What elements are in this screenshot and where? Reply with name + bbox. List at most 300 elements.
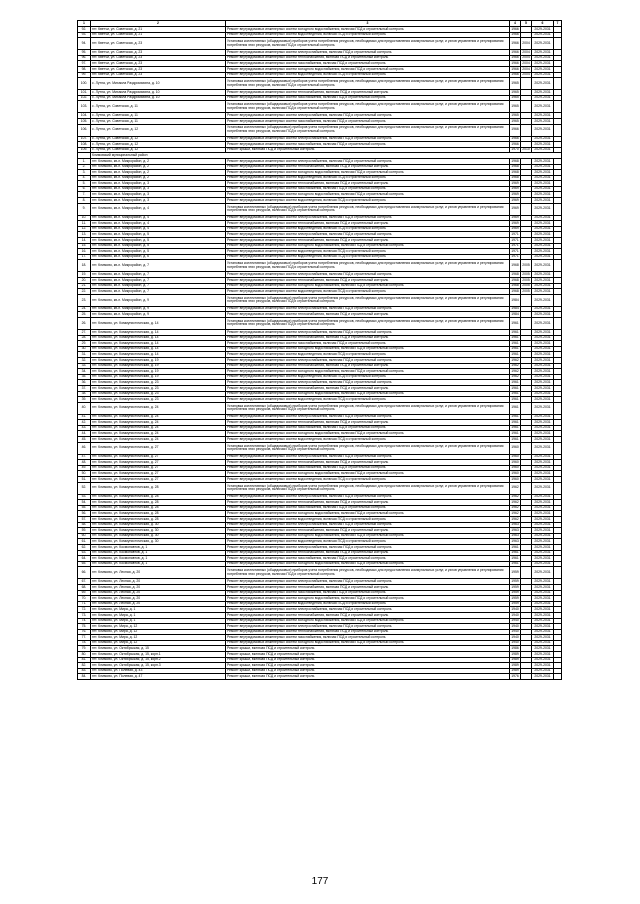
work-type-cell: Ремонт внутридомовых инженерных систем теплоснабжения, включая ПСД и строительный контроль bbox=[226, 221, 510, 227]
year-built-cell: 1959 bbox=[511, 578, 519, 583]
plan-period-cell: 2029-2031 bbox=[532, 203, 554, 215]
year-built-cell: 1959 bbox=[511, 590, 519, 595]
plan-period-cell: 2029-2031 bbox=[532, 78, 554, 90]
row-number-cell: 55. bbox=[78, 505, 91, 511]
work-type-cell: Ремонт внутридомовых инженерных систем холодного водоснабжения, включая ПСД и строительный контроль bbox=[226, 391, 510, 397]
row-number-cell: 32. bbox=[78, 357, 91, 363]
extra-cell bbox=[554, 402, 562, 414]
plan-period-cell: 2029-2031 bbox=[532, 601, 554, 607]
row-number-cell: 104. bbox=[78, 113, 91, 119]
work-type-cell: Ремонт внутридомовых инженерных систем холодного водоснабжения, включая ПСД и строительный контроль bbox=[226, 346, 510, 352]
year-overhaul-cell: 2004 bbox=[522, 55, 530, 60]
plan-period-cell: 2029-2031 bbox=[532, 517, 554, 523]
year-built-cell: 1969 bbox=[511, 180, 519, 185]
address-cell: пгт. Климово, ул. Мира, д. 12 bbox=[91, 635, 226, 641]
work-type-cell: Ремонт внутридомовых инженерных систем холодного водоснабжения, включая ПСД и строительный контроль bbox=[226, 170, 510, 176]
address-cell: пгт. Климово, кв-л. Микрорайон, д. 7 bbox=[91, 260, 226, 272]
address-cell: пгт. Климово, ул. Мира, д. 1 bbox=[91, 607, 226, 613]
plan-period-cell: 2029-2031 bbox=[532, 50, 554, 56]
address-cell: пгт. Климово, кв-л. Микрорайон, д. 4 bbox=[91, 226, 226, 232]
row-number-cell: 47. bbox=[78, 454, 91, 460]
row-number-cell: 25. bbox=[78, 312, 91, 318]
year-overhaul-cell: 2010 bbox=[522, 147, 530, 152]
year-built-cell: 1961 bbox=[510, 317, 521, 329]
work-type-cell: Ремонт внутридомовых инженерных систем электроснабжения, включая ПСД и строительный контроль bbox=[226, 272, 510, 278]
address-cell: пгт. Климово, ул. Коммунистическая, д. 24 bbox=[91, 431, 226, 437]
plan-period-cell: 2029-2031 bbox=[532, 442, 554, 454]
plan-period-cell: 2029-2031 bbox=[532, 471, 554, 477]
year-built-cell: 1966 bbox=[510, 38, 521, 50]
plan-period-cell: 2029-2031 bbox=[532, 385, 554, 391]
address-cell: пгт. Климово, ул. Лесная, д. 20 bbox=[91, 579, 226, 585]
work-type-cell: Ремонт внутридомовых инженерных систем электроснабжения, включая ПСД и строительный контроль bbox=[226, 50, 510, 56]
row-number-cell: 98. bbox=[78, 66, 91, 72]
year-built-cell: 1966 bbox=[510, 124, 521, 136]
address-cell: пгт. Климово, ул. Коммунистическая, д. 27 bbox=[91, 442, 226, 454]
plan-period-cell: 2029-2031 bbox=[532, 652, 554, 658]
work-type-cell: Установка коллективных (общедомовых) приборов учета потребления ресурсов, необходимых для предоставления коммунальных услуг, и узлов управления и регулирования потребления этих ресурсов, включая ПСД и строительный контроль bbox=[226, 402, 510, 414]
address-cell: пгт. Климово, ул. Коммунистическая, д. 30 bbox=[91, 539, 226, 545]
address-cell: пгт. Климово, ул. Коммунистическая, д. 23 bbox=[91, 385, 226, 391]
year-built-cell: 1966 bbox=[511, 60, 519, 65]
table-body bbox=[78, 27, 562, 680]
work-type-cell: Ремонт внутридомовых инженерных систем водоотведения, включая ПСД и строительный контроль bbox=[226, 517, 510, 523]
work-type-cell: Ремонт внутридомовых инженерных систем теплоснабжения, включая ПСД и строительный контроль bbox=[226, 500, 510, 506]
row-number-cell: 27. bbox=[78, 329, 91, 335]
year-built-cell: 1971 bbox=[511, 243, 519, 248]
row-number-cell: 38. bbox=[78, 391, 91, 397]
address-cell: пгт. Климово, кв-л. Микрорайон, д. 3 bbox=[91, 192, 226, 198]
header-cell: 7 bbox=[554, 21, 562, 27]
year-built-cell: 1965 bbox=[511, 95, 519, 100]
work-type-cell: Ремонт внутридомовых инженерных систем теплоснабжения, включая ПСД и строительный контроль bbox=[226, 629, 510, 635]
work-type-cell: Ремонт внутридомовых инженерных систем газоснабжения, включая ПСД и строительный контроль bbox=[226, 186, 510, 192]
address-cell: пгт. Климово, кв-л. Микрорайон, д. 3 bbox=[91, 186, 226, 192]
extra-cell bbox=[554, 482, 562, 494]
year-built-cell: 1962 bbox=[511, 511, 519, 515]
work-type-cell: Ремонт внутридомовых инженерных систем электроснабжения, включая ПСД и строительный контроль bbox=[226, 522, 510, 528]
address-cell: пгт. Климово, кв-л. Микрорайон, д. 4 bbox=[91, 221, 226, 227]
year-built-cell: 1968 bbox=[510, 260, 521, 272]
row-number-cell: 103. bbox=[78, 101, 91, 113]
year-built-cell: 1965 bbox=[510, 101, 521, 113]
address-cell: пгт. Климово, ул. Коммунистическая, д. 23 bbox=[91, 391, 226, 397]
plan-period-cell: 2029-2031 bbox=[532, 289, 554, 295]
row-number-cell: 54. bbox=[78, 500, 91, 506]
address-cell: пгт. Климово, кв-л. Микрорайон, д. 2 bbox=[91, 164, 226, 170]
work-type-cell: Ремонт внутридомовых инженерных систем теплоснабжения, включая ПСД и строительный контроль bbox=[226, 90, 510, 96]
address-cell: пгт. Кветчи, ул. Советская, д. 21 bbox=[91, 32, 226, 38]
plan-period-cell: 2029-2031 bbox=[532, 142, 554, 148]
plan-period-cell: 2029-2031 bbox=[532, 61, 554, 67]
work-type-cell: Установка коллективных (общедомовых) приборов учета потребления ресурсов, необходимых для предоставления коммунальных услуг, и узлов управления и регулирования потребления этих ресурсов, включая ПСД и строительный контроль bbox=[226, 294, 510, 306]
address-cell: пгт. Кветчи, ул. Советская, д. 23 bbox=[91, 66, 226, 72]
work-type-cell: Ремонт внутридомовых инженерных систем холодного водоснабжения, включая ПСД и строительный контроль bbox=[226, 431, 510, 437]
year-built-cell: 1961 bbox=[511, 346, 519, 351]
row-number-cell: 18. bbox=[78, 260, 91, 272]
plan-period-cell: 2029-2031 bbox=[532, 294, 554, 306]
row-number-cell: 44. bbox=[78, 431, 91, 437]
year-built-cell: 1969 bbox=[511, 226, 519, 231]
work-type-cell: Ремонт внутридомовых инженерных систем холодного водоснабжения, включая ПСД и строительный контроль bbox=[226, 369, 510, 375]
year-overhaul-cell: 2004 bbox=[521, 38, 532, 50]
row-number-cell: 93. bbox=[78, 32, 91, 38]
plan-period-cell: 2029-2031 bbox=[532, 221, 554, 227]
extra-cell bbox=[554, 567, 562, 579]
row-number-cell: 61. bbox=[78, 539, 91, 545]
row-number-cell: 23. bbox=[78, 294, 91, 306]
year-built-cell: 1969 bbox=[511, 215, 519, 220]
address-cell: пгт. Климово, ул. Коммунистическая, д. 27 bbox=[91, 460, 226, 466]
header-cell: 6 bbox=[532, 21, 554, 27]
row-number-cell: 35. bbox=[78, 374, 91, 380]
year-built-cell: 1962 bbox=[511, 368, 519, 373]
work-type-cell: Ремонт внутридомовых инженерных систем электроснабжения, включая ПСД и строительный контроль bbox=[226, 113, 510, 119]
row-number-cell: 8. bbox=[78, 198, 91, 204]
year-built-cell: 1940 bbox=[511, 618, 519, 623]
year-built-cell: 1940 bbox=[511, 640, 519, 645]
year-built-cell: 1966 bbox=[511, 32, 519, 37]
plan-period-cell: 2029-2031 bbox=[532, 646, 554, 652]
row-number-cell: 57. bbox=[78, 517, 91, 523]
plan-period-cell: 2029-2031 bbox=[532, 118, 554, 124]
plan-period-cell: 2029-2031 bbox=[532, 369, 554, 375]
year-built-cell: 1961 bbox=[511, 555, 519, 560]
address-cell: пгт. Климово, ул. Полевая, д. 47 bbox=[91, 674, 226, 680]
plan-period-cell: 2029-2031 bbox=[532, 226, 554, 232]
row-number-cell: 42. bbox=[78, 420, 91, 426]
address-cell: пгт. Кветчи, ул. Советская, д. 23 bbox=[91, 72, 226, 78]
work-type-cell: Установка коллективных (общедомовых) приборов учета потребления ресурсов, необходимых для предоставления коммунальных услуг, и узлов управления и регулирования потребления этих ресурсов, включая ПСД и строительный контроль bbox=[226, 124, 510, 136]
row-number-cell: 45. bbox=[78, 437, 91, 443]
row-number-cell: 82. bbox=[78, 663, 91, 669]
extra-cell bbox=[554, 78, 562, 90]
work-type-cell: Ремонт внутридомовых инженерных систем газоснабжения, включая ПСД и строительный контроль bbox=[226, 425, 510, 431]
year-built-cell: 1989 bbox=[511, 657, 519, 662]
work-type-cell: Ремонт крыши, включая ПСД и строительный контроль bbox=[226, 657, 510, 663]
address-cell: пгт. Климово, кв-л. Микрорайон, д. 7 bbox=[91, 283, 226, 289]
work-type-cell: Ремонт внутридомовых инженерных систем теплоснабжения, включая ПСД и строительный контроль bbox=[226, 584, 510, 590]
work-type-cell: Ремонт внутридомовых инженерных систем холодного водоснабжения, включая ПСД и строительный контроль bbox=[226, 66, 510, 72]
row-number-cell: 21. bbox=[78, 283, 91, 289]
row-number-cell: 105. bbox=[78, 118, 91, 124]
row-number-cell: 7. bbox=[78, 192, 91, 198]
year-overhaul-cell bbox=[521, 203, 532, 215]
year-built-cell: 1971 bbox=[511, 232, 519, 237]
address-cell: пгт. Климово, ул. Коммунистическая, д. 28 bbox=[91, 500, 226, 506]
plan-period-cell: 2029-2031 bbox=[532, 579, 554, 585]
address-cell: пгт. Климово, ул. Мира, д. 1 bbox=[91, 618, 226, 624]
row-number-cell: 81. bbox=[78, 657, 91, 663]
work-type-cell: Ремонт внутридомовых инженерных систем водоотведения, включая ПСД и строительный контроль bbox=[226, 437, 510, 443]
row-number-cell: 50. bbox=[78, 471, 91, 477]
row-number-cell: 10. bbox=[78, 215, 91, 221]
plan-period-cell: 2029-2031 bbox=[532, 186, 554, 192]
year-built-cell: 1963 bbox=[511, 522, 519, 527]
work-type-cell: Ремонт внутридомовых инженерных систем холодного водоснабжения, включая ПСД и строительный контроль bbox=[226, 511, 510, 517]
address-cell: пгт. Климово, ул. Коммунистическая, д. 27 bbox=[91, 471, 226, 477]
year-built-cell: 1960 bbox=[511, 454, 519, 459]
address-cell: с. Лутна, ул. Советская, д. 11 bbox=[91, 113, 226, 119]
row-number-cell: 40. bbox=[78, 402, 91, 414]
plan-period-cell: 2029-2031 bbox=[532, 147, 554, 153]
year-built-cell: 1968 bbox=[511, 158, 519, 163]
work-type-cell: Ремонт крыши, включая ПСД и строительный контроль bbox=[226, 147, 510, 153]
address-cell: пгт. Климово, ул. Коммунистическая, д. 23 bbox=[91, 380, 226, 386]
row-number-cell: 99. bbox=[78, 72, 91, 78]
extra-cell bbox=[554, 260, 562, 272]
work-type-cell: Ремонт внутридомовых инженерных систем водоотведения, включая ПСД и строительный контроль bbox=[226, 477, 510, 483]
address-cell: пгт. Климово, кв-л. Микрорайон, д. 3 bbox=[91, 181, 226, 187]
address-cell: пгт. Кветчи, ул. Советская, д. 23 bbox=[91, 38, 226, 50]
year-overhaul-cell bbox=[521, 482, 532, 494]
year-built-cell: 1966 bbox=[511, 26, 519, 31]
header-cell: 3 bbox=[226, 21, 510, 27]
work-type-cell: Ремонт внутридомовых инженерных систем теплоснабжения, включая ПСД и строительный контроль bbox=[226, 363, 510, 369]
year-built-cell: 1984 bbox=[511, 311, 519, 316]
plan-period-cell: 2029-2031 bbox=[532, 113, 554, 119]
address-cell: пгт. Климово, ул. Коммунистическая, д. 28 bbox=[91, 517, 226, 523]
plan-period-cell: 2029-2031 bbox=[532, 181, 554, 187]
address-cell: с. Лутна, ул. Советская, д. 12 bbox=[91, 136, 226, 142]
year-built-cell: 1960 bbox=[510, 442, 521, 454]
plan-period-cell: 2029-2031 bbox=[532, 567, 554, 579]
row-number-cell: 95. bbox=[78, 50, 91, 56]
row-number-cell: 34. bbox=[78, 369, 91, 375]
year-built-cell: 1965 bbox=[511, 118, 519, 123]
work-type-cell: Ремонт внутридомовых инженерных систем газоснабжения, включая ПСД и строительный контроль bbox=[226, 118, 510, 124]
plan-period-cell: 2029-2031 bbox=[532, 618, 554, 624]
row-number-cell: 30. bbox=[78, 346, 91, 352]
plan-period-cell: 2029-2031 bbox=[532, 27, 554, 33]
row-number-cell: 26. bbox=[78, 317, 91, 329]
year-overhaul-cell bbox=[521, 294, 532, 306]
year-built-cell: 1940 bbox=[511, 629, 519, 634]
work-type-cell: Ремонт внутридомовых инженерных систем теплоснабжения, включая ПСД и строительный контроль bbox=[226, 55, 510, 61]
work-type-cell: Ремонт внутридомовых инженерных систем электроснабжения, включая ПСД и строительный контроль bbox=[226, 494, 510, 500]
work-type-cell: Установка коллективных (общедомовых) приборов учета потребления ресурсов, необходимых для предоставления коммунальных услуг, и узлов управления и регулирования потребления этих ресурсов, включая ПСД и строительный контроль bbox=[226, 38, 510, 50]
plan-period-cell: 2029-2031 bbox=[532, 32, 554, 38]
plan-period-cell: 2029-2031 bbox=[532, 243, 554, 249]
year-built-cell: 1969 bbox=[511, 220, 519, 225]
row-number-cell: 46. bbox=[78, 442, 91, 454]
address-cell: пгт. Климово, ул. Лесная, д. 20 bbox=[91, 590, 226, 596]
row-number-cell: 76. bbox=[78, 629, 91, 635]
year-overhaul-cell: 2005 bbox=[522, 283, 530, 288]
extra-cell bbox=[554, 317, 562, 329]
year-built-cell: 1962 bbox=[511, 363, 519, 368]
year-built-cell: 1961 bbox=[511, 391, 519, 396]
address-cell: пгт. Климово, ул. Коммунистическая, д. 14 bbox=[91, 341, 226, 347]
year-built-cell: 1959 bbox=[511, 595, 519, 600]
year-built-cell: 1970 bbox=[511, 147, 519, 152]
table-row bbox=[78, 101, 562, 113]
work-type-cell: Ремонт внутридомовых инженерных систем электроснабжения, включая ПСД и строительный контроль bbox=[226, 544, 510, 550]
row-number-cell: 14. bbox=[78, 238, 91, 244]
work-type-cell: Установка коллективных (общедомовых) приборов учета потребления ресурсов, необходимых для предоставления коммунальных услуг, и узлов управления и регулирования потребления этих ресурсов, включая ПСД и строительный контроль bbox=[226, 442, 510, 454]
row-number-cell: 28. bbox=[78, 335, 91, 341]
work-type-cell: Ремонт внутридомовых инженерных систем холодного водоснабжения, включая ПСД и строительный контроль bbox=[226, 640, 510, 646]
work-type-cell: Ремонт внутридомовых инженерных систем водоотведения, включая ПСД и строительный контроль bbox=[226, 175, 510, 181]
year-built-cell: 1969 bbox=[511, 197, 519, 202]
plan-period-cell: 2029-2031 bbox=[532, 363, 554, 369]
header-cell: 4 bbox=[510, 21, 521, 27]
row-number-cell: 1. bbox=[78, 158, 91, 164]
address-cell: пгт. Климово, ул. Мира, д. 12 bbox=[91, 629, 226, 635]
capital-repair-table bbox=[77, 20, 562, 680]
work-type-cell: Ремонт внутридомовых инженерных систем электроснабжения, включая ПСД и строительный контроль bbox=[226, 136, 510, 142]
plan-period-cell: 2029-2031 bbox=[532, 668, 554, 674]
table-row bbox=[78, 567, 562, 579]
work-type-cell: Ремонт внутридомовых инженерных систем холодного водоснабжения, включая ПСД и строительный контроль bbox=[226, 27, 510, 33]
row-number-cell: 19. bbox=[78, 272, 91, 278]
address-cell: пгт. Климово, ул. Октябрьская, д. 15, корп.3 bbox=[91, 663, 226, 669]
plan-period-cell: 2029-2031 bbox=[532, 136, 554, 142]
year-built-cell: 1984 bbox=[510, 294, 521, 306]
header-cell: 5 bbox=[521, 21, 532, 27]
work-type-cell: Ремонт внутридомовых инженерных систем электроснабжения, включая ПСД и строительный контроль bbox=[226, 579, 510, 585]
work-type-cell: Ремонт внутридомовых инженерных систем газоснабжения, включая ПСД и строительный контроль bbox=[226, 590, 510, 596]
year-built-cell: 1968 bbox=[511, 277, 519, 282]
work-type-cell: Ремонт внутридомовых инженерных систем теплоснабжения, включая ПСД и строительный контроль bbox=[226, 460, 510, 466]
work-type-cell: Ремонт внутридомовых инженерных систем электроснабжения, включая ПСД и строительный контроль bbox=[226, 357, 510, 363]
work-type-cell: Ремонт внутридомовых инженерных систем теплоснабжения, включая ПСД и строительный контроль bbox=[226, 385, 510, 391]
work-type-cell: Ремонт внутридомовых инженерных систем электроснабжения, включая ПСД и строительный контроль bbox=[226, 454, 510, 460]
plan-period-cell: 2029-2031 bbox=[532, 607, 554, 613]
plan-period-cell: 2029-2031 bbox=[532, 278, 554, 284]
plan-period-cell: 2029-2031 bbox=[532, 629, 554, 635]
row-number-cell: 66. bbox=[78, 567, 91, 579]
plan-period-cell: 2029-2031 bbox=[532, 158, 554, 164]
address-cell: пгт. Климово, ул. Полевая, д. 43 bbox=[91, 668, 226, 674]
row-number-cell: 101. bbox=[78, 90, 91, 96]
plan-period-cell: 2029-2031 bbox=[532, 38, 554, 50]
work-type-cell: Ремонт внутридомовых инженерных систем водоотведения, включая ПСД и строительный контроль bbox=[226, 198, 510, 204]
address-cell: пгт. Климово, ул. Коммунистическая, д. 14 bbox=[91, 317, 226, 329]
address-cell: пгт. Кветчи, ул. Советская, д. 23 bbox=[91, 55, 226, 61]
plan-period-cell: 2029-2031 bbox=[532, 312, 554, 318]
work-type-cell: Ремонт внутридомовых инженерных систем холодного водоснабжения, включая ПСД и строительный контроль bbox=[226, 192, 510, 198]
work-type-cell: Ремонт внутридомовых инженерных систем электроснабжения, включая ПСД и строительный контроль bbox=[226, 414, 510, 420]
year-built-cell: 1971 bbox=[511, 237, 519, 242]
address-cell: пгт. Климово, ул. Мира, д. 12 bbox=[91, 640, 226, 646]
year-built-cell: 1962 bbox=[511, 374, 519, 379]
plan-period-cell: 2029-2031 bbox=[532, 329, 554, 335]
year-built-cell: 1961 bbox=[511, 329, 519, 334]
year-overhaul-cell bbox=[521, 442, 532, 454]
work-type-cell: Ремонт крыши, включая ПСД и строительный контроль bbox=[226, 668, 510, 674]
work-type-cell: Установка коллективных (общедомовых) приборов учета потребления ресурсов, необходимых для предоставления коммунальных услуг, и узлов управления и регулирования потребления этих ресурсов, включая ПСД и строительный контроль bbox=[226, 203, 510, 215]
year-built-cell: 1961 bbox=[510, 402, 521, 414]
plan-period-cell: 2029-2031 bbox=[532, 494, 554, 500]
address-cell: пгт. Климово, кв-л. Микрорайон, д. 4 bbox=[91, 203, 226, 215]
plan-period-cell: 2029-2031 bbox=[532, 420, 554, 426]
table-row bbox=[78, 124, 562, 136]
table-row bbox=[78, 482, 562, 494]
row-number-cell: 67. bbox=[78, 579, 91, 585]
work-type-cell: Ремонт внутридомовых инженерных систем водоотведения, включая ПСД и строительный контроль bbox=[226, 352, 510, 358]
address-cell: пгт. Климово, кв-л. Микрорайон, д. 7 bbox=[91, 289, 226, 295]
extra-cell bbox=[554, 294, 562, 306]
plan-period-cell: 2029-2031 bbox=[532, 90, 554, 96]
row-number-cell: 59. bbox=[78, 528, 91, 534]
plan-period-cell: 2029-2031 bbox=[532, 640, 554, 646]
row-number-cell: 65. bbox=[78, 561, 91, 567]
work-type-cell: Ремонт внутридомовых инженерных систем газоснабжения, включая ПСД и строительный контроль bbox=[226, 341, 510, 347]
year-built-cell: 1968 bbox=[511, 175, 519, 180]
plan-period-cell: 2029-2031 bbox=[532, 391, 554, 397]
plan-period-cell: 2029-2031 bbox=[532, 249, 554, 255]
year-built-cell: 1940 bbox=[511, 606, 519, 611]
row-number-cell: 6. bbox=[78, 186, 91, 192]
extra-cell bbox=[554, 101, 562, 113]
year-overhaul-cell: 2004 bbox=[522, 72, 530, 77]
header-cell: 2 bbox=[91, 21, 226, 27]
work-type-cell: Ремонт внутридомовых инженерных систем электроснабжения, включая ПСД и строительный контроль bbox=[226, 158, 510, 164]
extra-cell bbox=[554, 674, 562, 680]
plan-period-cell: 2029-2031 bbox=[532, 254, 554, 260]
work-type-cell: Ремонт внутридомовых инженерных систем водоотведения, включая ПСД и строительный контроль bbox=[226, 601, 510, 607]
work-type-cell: Ремонт внутридомовых инженерных систем газоснабжения, включая ПСД и строительный контроль bbox=[226, 465, 510, 471]
year-built-cell: 1962 bbox=[511, 357, 519, 362]
address-cell: пгт. Климово, ул. Лесная, д. 20 bbox=[91, 584, 226, 590]
address-cell: пгт. Климово, ул. Мира, д. 12 bbox=[91, 624, 226, 630]
table-row bbox=[78, 402, 562, 414]
work-type-cell: Ремонт внутридомовых инженерных систем теплоснабжения, включая ПСД и строительный контроль bbox=[226, 335, 510, 341]
extra-cell bbox=[554, 124, 562, 136]
year-overhaul-cell: 2004 bbox=[522, 49, 530, 54]
section-title: Климовский муниципальный район bbox=[91, 153, 562, 159]
work-type-cell: Установка коллективных (общедомовых) приборов учета потребления ресурсов, необходимых для предоставления коммунальных услуг, и узлов управления и регулирования потребления этих ресурсов, включая ПСД и строительный контроль bbox=[226, 482, 510, 494]
row-number-cell: 71. bbox=[78, 601, 91, 607]
row-number-cell: 41. bbox=[78, 414, 91, 420]
address-cell: пгт. Климово, кв-л. Микрорайон, д. 9 bbox=[91, 306, 226, 312]
row-number-cell: 29. bbox=[78, 341, 91, 347]
row-number-cell: 72. bbox=[78, 607, 91, 613]
address-cell: пгт. Климово, ул. Коммунистическая, д. 24 bbox=[91, 437, 226, 443]
year-built-cell: 1969 bbox=[511, 192, 519, 197]
address-cell: пгт. Климово, ул. Коммунистическая, д. 23 bbox=[91, 397, 226, 403]
row-number-cell: 69. bbox=[78, 590, 91, 596]
year-overhaul-cell: 2005 bbox=[522, 277, 530, 282]
address-cell: пгт. Климово, ул. Лесная, д. 20 bbox=[91, 601, 226, 607]
address-cell: пгт. Климово, ул. Коммунистическая, д. 19 bbox=[91, 357, 226, 363]
year-built-cell: 1960 bbox=[511, 476, 519, 481]
row-number-cell: 109. bbox=[78, 147, 91, 153]
work-type-cell: Установка коллективных (общедомовых) приборов учета потребления ресурсов, необходимых для предоставления коммунальных услуг, и узлов управления и регулирования потребления этих ресурсов, включая ПСД и строительный контроль bbox=[226, 78, 510, 90]
plan-period-cell: 2029-2031 bbox=[532, 232, 554, 238]
address-cell: пгт. Климово, кв-л. Микрорайон, д. 2 bbox=[91, 175, 226, 181]
address-cell: с. Лутна, ул. Михаила Раздромахина, д. 10 bbox=[91, 95, 226, 101]
year-built-cell: 1961 bbox=[511, 396, 519, 401]
work-type-cell: Ремонт внутридомовых инженерных систем электроснабжения, включая ПСД и строительный контроль bbox=[226, 607, 510, 613]
row-number-cell: 43. bbox=[78, 425, 91, 431]
year-built-cell: 1969 bbox=[511, 186, 519, 191]
row-number-cell: 15. bbox=[78, 243, 91, 249]
work-type-cell: Ремонт внутридомовых инженерных систем газоснабжения, включая ПСД и строительный контроль bbox=[226, 61, 510, 67]
plan-period-cell: 2029-2031 bbox=[532, 431, 554, 437]
work-type-cell: Ремонт внутридомовых инженерных систем водоотведения, включая ПСД и строительный контроль bbox=[226, 249, 510, 255]
address-cell: пгт. Климово, ул. Коммунистическая, д. 24 bbox=[91, 420, 226, 426]
plan-period-cell: 2029-2031 bbox=[532, 335, 554, 341]
table-row bbox=[78, 203, 562, 215]
plan-period-cell: 2029-2031 bbox=[532, 380, 554, 386]
address-cell: пгт. Кветчи, ул. Советская, д. 21 bbox=[91, 27, 226, 33]
year-built-cell: 1962 bbox=[511, 494, 519, 499]
year-overhaul-cell: 2005 bbox=[521, 260, 532, 272]
row-number-cell: 70. bbox=[78, 596, 91, 602]
row-number-cell: 4. bbox=[78, 175, 91, 181]
